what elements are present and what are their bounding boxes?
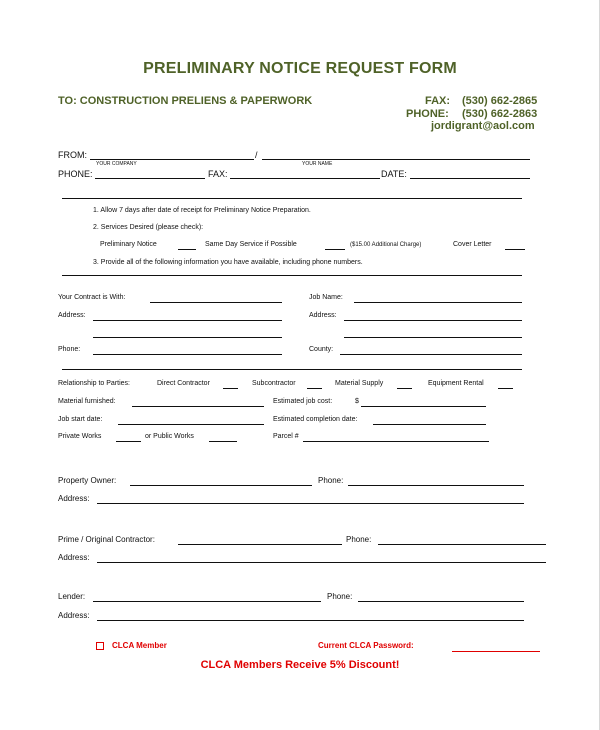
direct-contractor-option: Direct Contractor: [157, 380, 210, 387]
fax-field-label: FAX:: [208, 169, 228, 179]
instruction-3: 3. Provide all of the following information you have available, including phone numbers.: [93, 259, 363, 266]
preliminary-notice-check[interactable]: [178, 249, 196, 250]
job-start-label: Job start date:: [58, 416, 103, 423]
clca-member-label: CLCA Member: [112, 641, 167, 650]
separator: [62, 275, 522, 276]
address-label: Address:: [58, 312, 86, 319]
instruction-1: 1. Allow 7 days after date of receipt for Preliminary Notice Preparation.: [93, 207, 311, 214]
owner-address-field[interactable]: [97, 503, 524, 504]
contract-with-label: Your Contract is With:: [58, 294, 126, 301]
charge-note: ($15.00 Additional Charge): [350, 242, 422, 248]
material-supply-check[interactable]: [397, 388, 412, 389]
county-field[interactable]: [340, 354, 522, 355]
phone-value: (530) 662-2863: [462, 108, 538, 120]
county-label: County:: [309, 346, 334, 353]
job-address-field-2[interactable]: [344, 337, 522, 338]
date-field-label: DATE:: [381, 169, 407, 179]
same-day-option: Same Day Service if Possible: [205, 241, 297, 248]
job-address-label: Address:: [309, 312, 337, 319]
property-owner-label: Property Owner:: [58, 476, 117, 485]
material-furnished-field[interactable]: [132, 406, 264, 407]
lender-phone-label: Phone:: [327, 592, 353, 601]
address-field[interactable]: [93, 320, 282, 321]
date-field[interactable]: [410, 178, 530, 179]
owner-phone-label: Phone:: [318, 476, 344, 485]
lender-address-field[interactable]: [97, 620, 524, 621]
contract-with-field[interactable]: [150, 302, 282, 303]
separator: [62, 198, 522, 199]
parcel-field[interactable]: [303, 441, 489, 442]
form-title: PRELIMINARY NOTICE REQUEST FORM: [143, 60, 457, 77]
estimated-job-cost-field[interactable]: [361, 406, 486, 407]
email[interactable]: jordigrant@aol.com: [431, 120, 535, 132]
private-works-option: Private Works: [58, 433, 102, 440]
clca-password-field[interactable]: [452, 651, 540, 652]
prime-phone-label: Phone:: [346, 535, 372, 544]
estimated-completion-field[interactable]: [373, 424, 486, 425]
prime-contractor-field[interactable]: [178, 544, 342, 545]
job-address-field[interactable]: [344, 320, 522, 321]
slash: /: [255, 150, 258, 160]
job-name-label: Job Name:: [309, 294, 343, 301]
equipment-rental-check[interactable]: [498, 388, 513, 389]
owner-address-label: Address:: [58, 494, 90, 503]
parcel-label: Parcel #: [273, 433, 299, 440]
relationship-label: Relationship to Parties:: [58, 380, 130, 387]
same-day-check[interactable]: [325, 249, 345, 250]
name-field[interactable]: [262, 159, 530, 160]
phone-field[interactable]: [95, 178, 205, 179]
preliminary-notice-option: Preliminary Notice: [100, 241, 157, 248]
clca-discount-note: CLCA Members Receive 5% Discount!: [200, 659, 400, 671]
estimated-completion-label: Estimated completion date:: [273, 416, 358, 423]
company-field[interactable]: [90, 159, 254, 160]
cover-letter-check[interactable]: [505, 249, 525, 250]
phone-label-2: Phone:: [58, 346, 81, 353]
owner-phone-field[interactable]: [348, 485, 524, 486]
subcontractor-check[interactable]: [307, 388, 322, 389]
your-name-caption: YOUR NAME: [302, 161, 333, 167]
phone-field-label: PHONE:: [58, 169, 93, 179]
lender-phone-field[interactable]: [358, 601, 524, 602]
prime-phone-field[interactable]: [378, 544, 546, 545]
to-line: TO: CONSTRUCTION PRELIENS & PAPERWORK: [58, 95, 313, 107]
estimated-job-cost-label: Estimated job cost:: [273, 398, 333, 405]
equipment-rental-option: Equipment Rental: [428, 380, 484, 387]
clca-password-label: Current CLCA Password:: [318, 641, 414, 650]
lender-label: Lender:: [58, 592, 86, 601]
phone-label: PHONE:: [406, 108, 449, 120]
cover-letter-option: Cover Letter: [453, 241, 492, 248]
fax-label: FAX:: [425, 95, 451, 107]
your-company-caption: YOUR COMPANY: [96, 161, 137, 167]
contract-phone-field[interactable]: [93, 354, 282, 355]
clca-member-checkbox[interactable]: [96, 642, 104, 650]
prime-contractor-label: Prime / Original Contractor:: [58, 535, 155, 544]
subcontractor-option: Subcontractor: [252, 380, 296, 387]
material-furnished-label: Material furnished:: [58, 398, 116, 405]
prime-address-field[interactable]: [97, 562, 546, 563]
job-start-field[interactable]: [118, 424, 264, 425]
direct-contractor-check[interactable]: [223, 388, 238, 389]
material-supply-option: Material Supply: [335, 380, 384, 387]
address-field-2[interactable]: [93, 337, 282, 338]
job-name-field[interactable]: [354, 302, 522, 303]
lender-field[interactable]: [93, 601, 321, 602]
public-works-check[interactable]: [209, 441, 237, 442]
instruction-2: 2. Services Desired (please check):: [93, 224, 204, 231]
public-works-option: or Public Works: [145, 433, 194, 440]
separator: [62, 369, 522, 370]
fax-field[interactable]: [230, 178, 380, 179]
lender-address-label: Address:: [58, 611, 90, 620]
dollar-sign: $: [355, 398, 359, 405]
property-owner-field[interactable]: [130, 485, 312, 486]
prime-address-label: Address:: [58, 553, 90, 562]
fax-value: (530) 662-2865: [462, 95, 538, 107]
private-works-check[interactable]: [116, 441, 141, 442]
from-label: FROM:: [58, 150, 87, 160]
